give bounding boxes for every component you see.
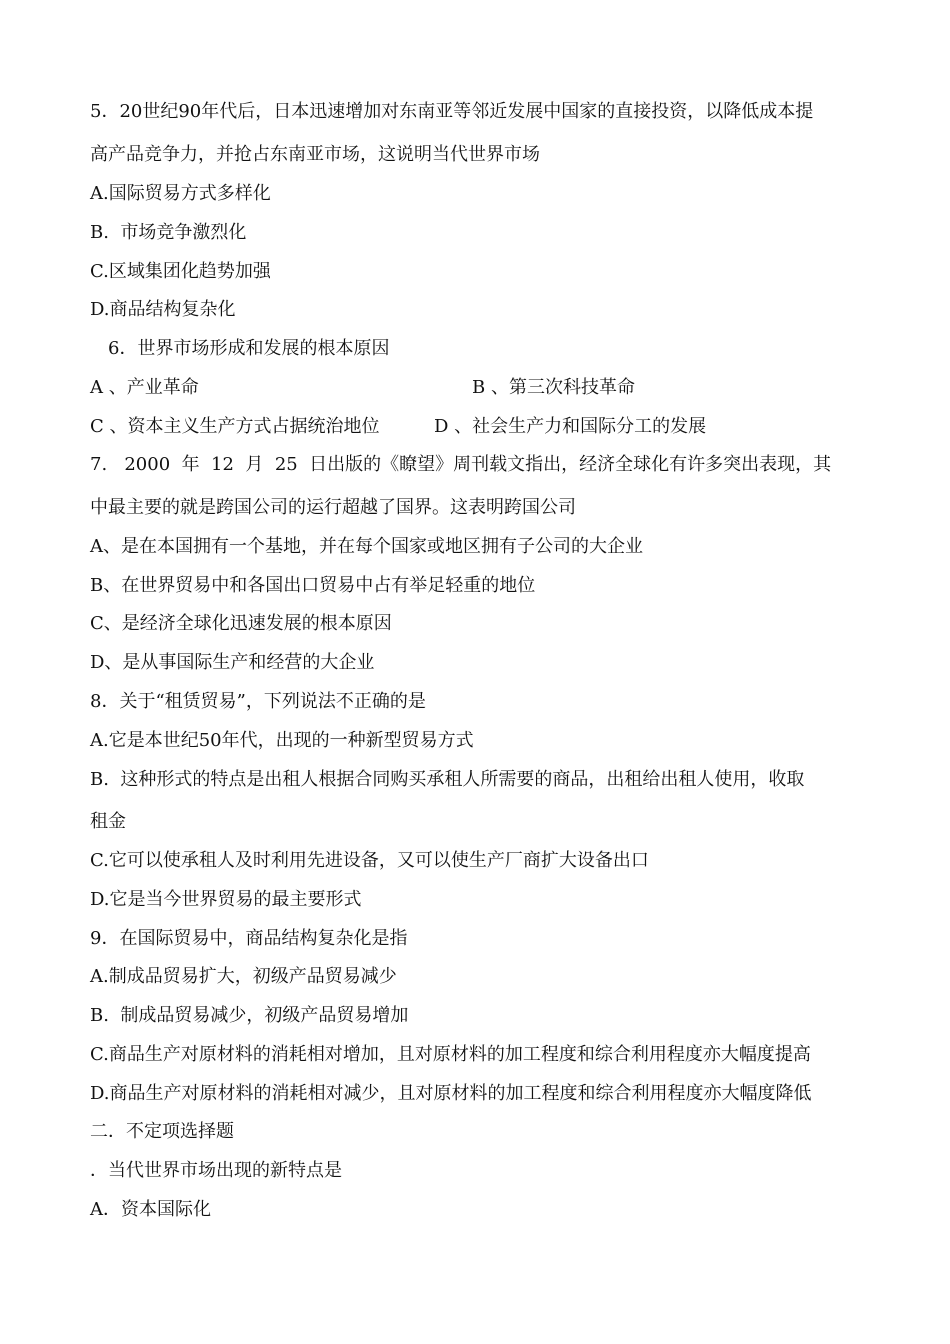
q5-option-c: C.区域集团化趋势加强 — [90, 261, 271, 282]
q8-option-b-line1: B. 这种形式的特点是出租人根据合同购买承租人所需要的商品，出租给出租人使用，收取 — [90, 769, 805, 790]
q9-option-b: B. 制成品贸易减少，初级产品贸易增加 — [90, 1005, 409, 1026]
section2-q1-stem: ．当代世界市场出现的新特点是 — [90, 1160, 342, 1181]
q6-option-c: C 、资本主义生产方式占据统治地位 — [90, 416, 380, 437]
q9-stem: 9．在国际贸易中，商品结构复杂化是指 — [90, 928, 408, 949]
q7-option-c: C、是经济全球化迅速发展的根本原因 — [90, 613, 392, 634]
q8-option-d: D.它是当今世界贸易的最主要形式 — [90, 889, 362, 910]
q7-stem-line1: 7. 2000 年 12 月 25 日出版的《瞭望》周刊载文指出，经济全球化有许多突出表现，其 — [90, 454, 832, 475]
q5-stem-line1: 5．20世纪90年代后，日本迅速增加对东南亚等邻近发展中国家的直接投资，以降低成本提 — [90, 101, 814, 122]
q9-option-c: C.商品生产对原材料的消耗相对增加，且对原材料的加工程度和综合利用程度亦大幅度提高 — [90, 1044, 811, 1065]
q8-option-b-line2: 租金 — [90, 811, 126, 832]
q6-option-d: D 、社会生产力和国际分工的发展 — [434, 416, 707, 437]
q5-option-d: D.商品结构复杂化 — [90, 299, 236, 320]
q8-stem: 8．关于“租赁贸易”，下列说法不正确的是 — [90, 691, 426, 712]
section2-heading: 二．不定项选择题 — [90, 1121, 234, 1142]
q5-option-b: B. 市场竞争激烈化 — [90, 222, 247, 243]
q6-option-b: B 、第三次科技革命 — [472, 377, 635, 398]
q7-stem-line2: 中最主要的就是跨国公司的运行超越了国界。这表明跨国公司 — [90, 497, 576, 518]
q8-option-a: A.它是本世纪50年代，出现的一种新型贸易方式 — [90, 730, 474, 751]
q9-option-d: D.商品生产对原材料的消耗相对减少，且对原材料的加工程度和综合利用程度亦大幅度降低 — [90, 1083, 812, 1104]
q5-option-a: A.国际贸易方式多样化 — [90, 183, 271, 204]
q7-option-b: B、在世界贸易中和各国出口贸易中占有举足轻重的地位 — [90, 575, 536, 596]
q7-option-d: D、是从事国际生产和经营的大企业 — [90, 652, 375, 673]
q6-option-a: A 、产业革命 — [90, 377, 199, 398]
q8-option-c: C.它可以使承租人及时利用先进设备，又可以使生产厂商扩大设备出口 — [90, 850, 649, 871]
q5-stem-line2: 高产品竞争力，并抢占东南亚市场，这说明当代世界市场 — [90, 144, 540, 165]
section2-q1-option-a: A．资本国际化 — [90, 1199, 211, 1220]
q6-stem: 6．世界市场形成和发展的根本原因 — [108, 338, 390, 359]
q9-option-a: A.制成品贸易扩大，初级产品贸易减少 — [90, 966, 397, 987]
q7-option-a: A、是在本国拥有一个基地，并在每个国家或地区拥有子公司的大企业 — [90, 536, 643, 557]
